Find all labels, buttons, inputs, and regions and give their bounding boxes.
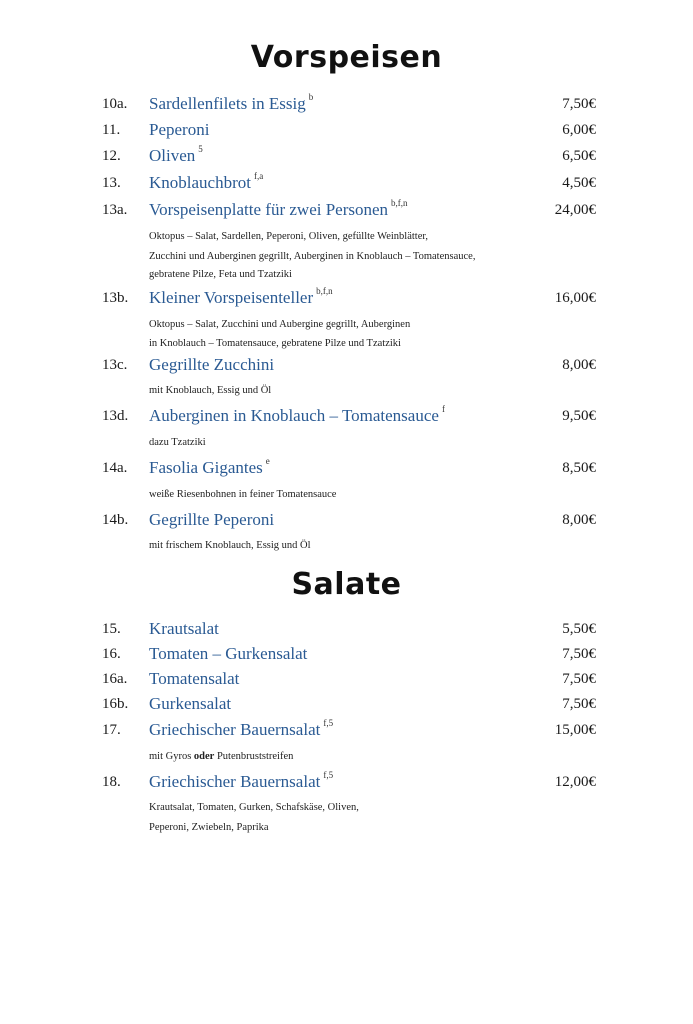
item-name: Peperoni bbox=[149, 120, 210, 139]
item-number: 11. bbox=[102, 122, 121, 138]
menu-item bbox=[0, 120, 693, 144]
item-name: Oliven $^5$ bbox=[149, 144, 203, 165]
menu-item bbox=[0, 510, 693, 534]
menu-item bbox=[0, 288, 693, 312]
allergen-codes: b,f,n bbox=[316, 286, 333, 296]
item-description: Peperoni, Zwiebeln, Paprika bbox=[149, 822, 269, 833]
allergen-codes: b,f,n bbox=[391, 198, 408, 208]
section-title-vorspeisen: Vorspeisen bbox=[250, 40, 443, 75]
allergen-codes: e bbox=[265, 456, 270, 466]
menu-item bbox=[0, 94, 693, 118]
item-name: Vorspeisenplatte für zwei Personen $^{b,f,n}$ bbox=[149, 198, 408, 219]
menu-item bbox=[0, 458, 693, 482]
item-name: Sardellenfilets in Essig $^b$ bbox=[149, 92, 314, 113]
item-name: Tomaten – Gurkensalat bbox=[149, 644, 308, 663]
item-name: Tomatensalat bbox=[149, 669, 240, 688]
item-number: 13c. bbox=[102, 357, 128, 373]
item-description: Oktopus – Salat, Zucchini und Aubergine gegrillt, Auberginen bbox=[149, 319, 411, 330]
menu-item bbox=[0, 173, 693, 197]
item-number: 10a. bbox=[102, 96, 128, 112]
allergen-codes: f,5 bbox=[323, 718, 334, 728]
item-price: 7,50€ bbox=[562, 96, 596, 112]
item-description: mit frischem Knoblauch, Essig und Öl bbox=[149, 540, 311, 551]
item-description: dazu Tzatziki bbox=[149, 437, 206, 448]
item-price: 16,00€ bbox=[554, 290, 596, 306]
item-name: Kleiner Vorspeisenteller $^{b,f,n}$ bbox=[149, 286, 333, 307]
item-name: Griechischer Bauernsalat $^{f,5}$ bbox=[149, 770, 334, 791]
item-name: Fasolia Gigantes $^e$ bbox=[149, 456, 270, 477]
item-number: 16b. bbox=[102, 696, 129, 712]
item-price: 6,50€ bbox=[562, 148, 596, 164]
item-number: 13a. bbox=[102, 202, 128, 218]
item-name: Auberginen in Knoblauch – Tomatensauce $^f$ bbox=[149, 404, 445, 425]
item-price: 24,00€ bbox=[554, 202, 596, 218]
menu-item bbox=[0, 644, 693, 668]
item-number: 13d. bbox=[102, 408, 129, 424]
item-description: weiße Riesenbohnen in feiner Tomatensauce bbox=[149, 489, 337, 500]
item-price: 4,50€ bbox=[562, 175, 596, 191]
item-description: Oktopus – Salat, Sardellen, Peperoni, Oliven, gefüllte Weinblätter, bbox=[149, 231, 429, 242]
menu-item bbox=[0, 146, 693, 170]
item-name: Gurkensalat bbox=[149, 694, 232, 713]
item-number: 14a. bbox=[102, 460, 128, 476]
item-price: 7,50€ bbox=[562, 646, 596, 662]
item-number: 16a. bbox=[102, 671, 128, 687]
menu-item bbox=[0, 619, 693, 643]
menu-item bbox=[0, 200, 693, 224]
item-price: 15,00€ bbox=[554, 722, 596, 738]
item-number: 13b. bbox=[102, 290, 129, 306]
item-description: Zucchini und Auberginen gegrillt, Auberginen in Knoblauch – Tomatensauce, bbox=[149, 251, 476, 262]
section-title-salate: Salate bbox=[291, 567, 402, 602]
menu-item bbox=[0, 720, 693, 744]
item-number: 14b. bbox=[102, 512, 129, 528]
item-price: 8,50€ bbox=[562, 460, 596, 476]
item-description: gebratene Pilze, Feta und Tzatziki bbox=[149, 269, 292, 280]
item-description: mit Knoblauch, Essig und Öl bbox=[149, 385, 272, 396]
allergen-codes: f,a bbox=[253, 171, 264, 181]
menu-item bbox=[0, 669, 693, 693]
item-number: 17. bbox=[102, 722, 121, 738]
menu-item bbox=[0, 772, 693, 796]
allergen-codes: f bbox=[441, 404, 445, 414]
menu-item bbox=[0, 355, 693, 379]
item-name: Gegrillte Zucchini bbox=[149, 355, 275, 374]
item-name: Griechischer Bauernsalat $^{f,5}$ bbox=[149, 718, 334, 739]
item-price: 8,00€ bbox=[562, 512, 596, 528]
item-price: 7,50€ bbox=[562, 696, 596, 712]
item-description: mit Gyros oder Putenbruststreifen bbox=[149, 751, 294, 762]
allergen-codes: 5 bbox=[198, 144, 203, 154]
menu-item bbox=[0, 694, 693, 718]
allergen-codes: f,5 bbox=[323, 770, 334, 780]
item-name: Krautsalat bbox=[149, 619, 219, 638]
item-price: 5,50€ bbox=[562, 621, 596, 637]
item-name: Gegrillte Peperoni bbox=[149, 510, 275, 529]
item-number: 18. bbox=[102, 774, 121, 790]
allergen-codes: b bbox=[308, 92, 314, 102]
item-description: in Knoblauch – Tomatensauce, gebratene Pilze und Tzatziki bbox=[149, 338, 401, 349]
item-name: Knoblauchbrot $^{f,a}$ bbox=[149, 171, 264, 192]
item-number: 15. bbox=[102, 621, 121, 637]
item-price: 7,50€ bbox=[562, 671, 596, 687]
item-number: 16. bbox=[102, 646, 121, 662]
item-description: Krautsalat, Tomaten, Gurken, Schafskäse, Oliven, bbox=[149, 802, 359, 813]
item-number: 12. bbox=[102, 148, 121, 164]
menu-item bbox=[0, 406, 693, 430]
item-number: 13. bbox=[102, 175, 121, 191]
item-price: 9,50€ bbox=[562, 408, 596, 424]
item-price: 12,00€ bbox=[554, 774, 596, 790]
item-price: 6,00€ bbox=[562, 122, 596, 138]
item-price: 8,00€ bbox=[562, 357, 596, 373]
